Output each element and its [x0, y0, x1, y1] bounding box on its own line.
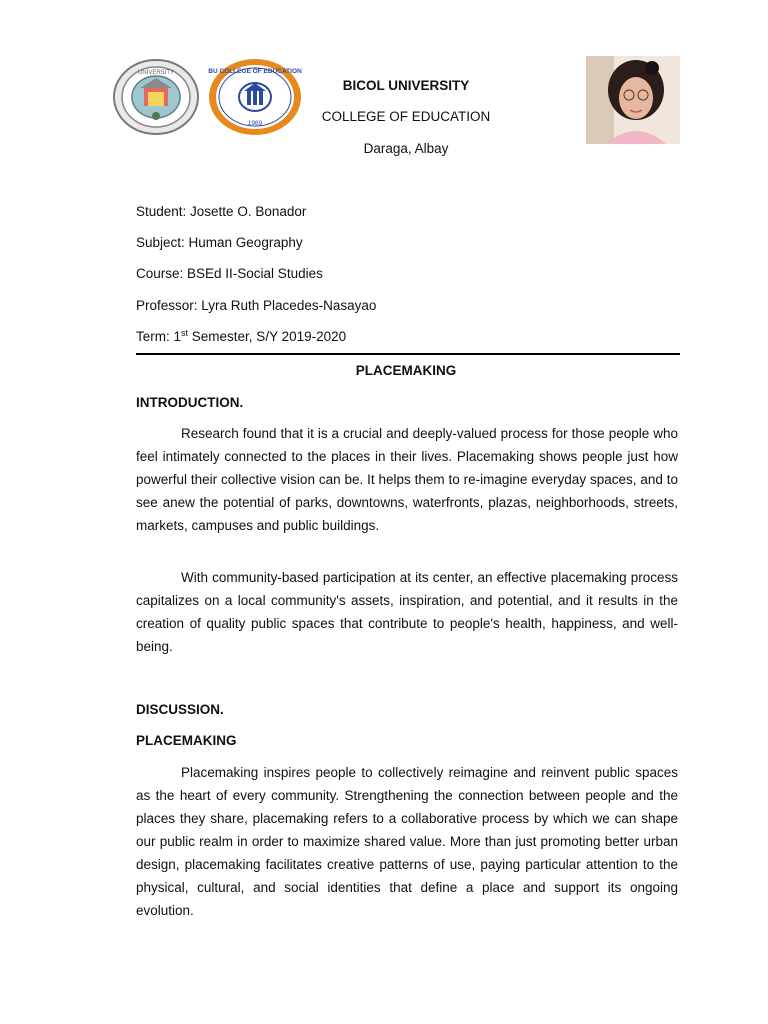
term-prefix: Term: 1 — [136, 329, 182, 344]
svg-text:UNIVERSITY: UNIVERSITY — [137, 70, 175, 76]
subject-line: Subject: Human Geography — [136, 235, 303, 250]
term-superscript: st — [181, 328, 189, 338]
student-line: Student: Josette O. Bonador — [136, 204, 307, 219]
placemaking-subheading: PLACEMAKING — [136, 733, 237, 748]
location: Daraga, Albay — [363, 141, 449, 156]
term-line — [136, 329, 346, 344]
college-name: COLLEGE OF EDUCATION — [321, 109, 491, 124]
student-photo — [586, 56, 680, 144]
svg-text:BU COLLEGE OF EDUCATION: BU COLLEGE OF EDUCATION — [208, 68, 302, 75]
svg-text:1969: 1969 — [247, 120, 263, 127]
discussion-paragraph-1: Placemaking inspires people to collectively reimagine and reinvent public spaces as the heart of every community. Strengthening the connection between people and the places they share, placemaking refers to a collaborative process by which we can shape our public realm in order to maximize shared value. More than just promoting better urban design, placemaking facilitates creative patterns of use, paying particular attention to the physical, cultural, and social identities that define a place and support its ongoing evolution. — [136, 765, 678, 918]
professor-line: Professor: Lyra Ruth Placedes-Nasayao — [136, 298, 377, 313]
intro-paragraph-1: Research found that it is a crucial and deeply-valued process for those people who feel intimately connected to the places in their lives. Placemaking shows people just how powerful their collective vision can be. It helps them to re-imagine everyday spaces, and to see anew the potential of parks, downtowns, waterfronts, plazas, neighborhoods, streets, markets, campuses and public buildings. — [136, 426, 678, 533]
course-line: Course: BSEd II-Social Studies — [136, 266, 323, 281]
university-name: BICOL UNIVERSITY — [342, 78, 470, 93]
discussion-heading: DISCUSSION. — [136, 702, 224, 717]
introduction-heading: INTRODUCTION. — [136, 395, 244, 410]
divider-line — [136, 353, 680, 355]
document-title: PLACEMAKING — [355, 363, 457, 378]
intro-paragraph-2: With community-based participation at its center, an effective placemaking process capitalizes on a local community's assets, inspiration, and potential, and it results in the creation of quality public spaces that contribute to people's health, happiness, and well-being. — [136, 570, 678, 654]
university-seal — [112, 58, 200, 136]
college-seal — [206, 57, 304, 137]
term-suffix: Semester, S/Y 2019-2020 — [188, 329, 347, 344]
